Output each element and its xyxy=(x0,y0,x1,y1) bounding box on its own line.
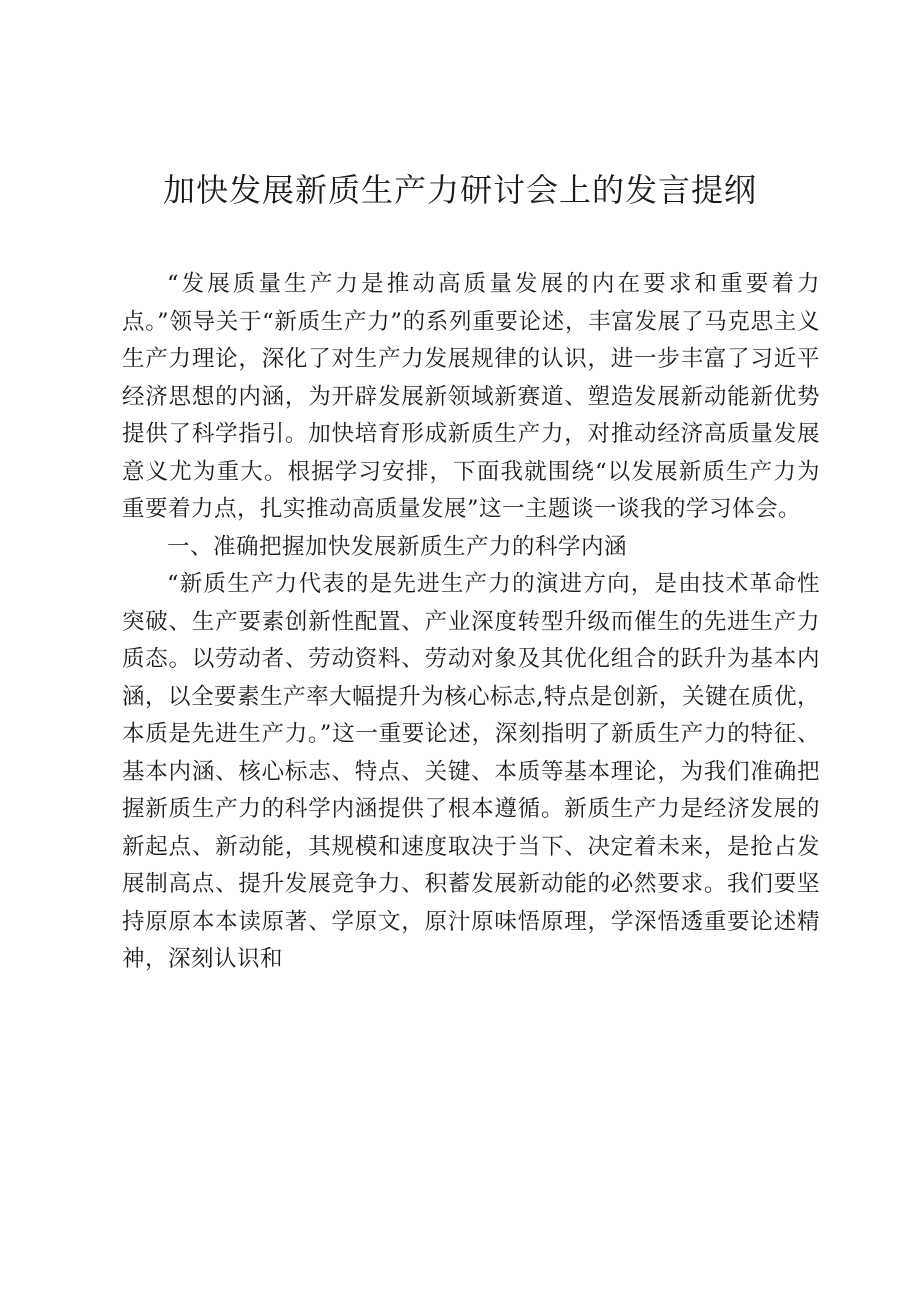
section-paragraph: “新质生产力代表的是先进生产力的演进方向，是由技术革命性突破、生产要素创新性配置、产业深度转型升级而催生的先进生产力质态。以劳动者、劳动资料、劳动对象及其优化组合的跃升为基本内涵，以全要素生产率大幅提升为核心标志,特点是创新，关键在质优，本质是先进生产力。”这一重要论述，深刻指明了新质生产力的特征、基本内涵、核心标志、特点、关键、本质等基本理论，为我们准确把握新质生产力的科学内涵提供了根本遵循。新质生产力是经济发展的新起点、新动能，其规模和速度取决于当下、决定着未来，是抢占发展制高点、提升发展竞争力、积蓄发展新动能的必然要求。我们要坚持原原本本读原著、学原文，原汁原味悟原理，学深悟透重要论述精神，深刻认识和 xyxy=(122,571,820,972)
document-body xyxy=(122,266,820,979)
intro-paragraph: “发展质量生产力是推动高质量发展的内在要求和重要着力点。”领导关于“新质生产力”的系列重要论述，丰富发展了马克思主义生产力理论，深化了对生产力发展规律的认识，进一步丰富了习近平经济思想的内涵，为开辟发展新领域新赛道、塑造发展新动能新优势提供了科学指引。加快培育形成新质生产力，对推动经济高质量发展意义尤为重大。根据学习安排，下面我就围绕“以发展新质生产力为重要着力点，扎实推动高质量发展”这一主题谈一谈我的学习体会。 xyxy=(122,271,820,522)
section-heading: 一、准确把握加快发展新质生产力的科学内涵 xyxy=(167,533,628,560)
document-title: 加快发展新质生产力研讨会上的发言提纲 xyxy=(162,171,757,209)
